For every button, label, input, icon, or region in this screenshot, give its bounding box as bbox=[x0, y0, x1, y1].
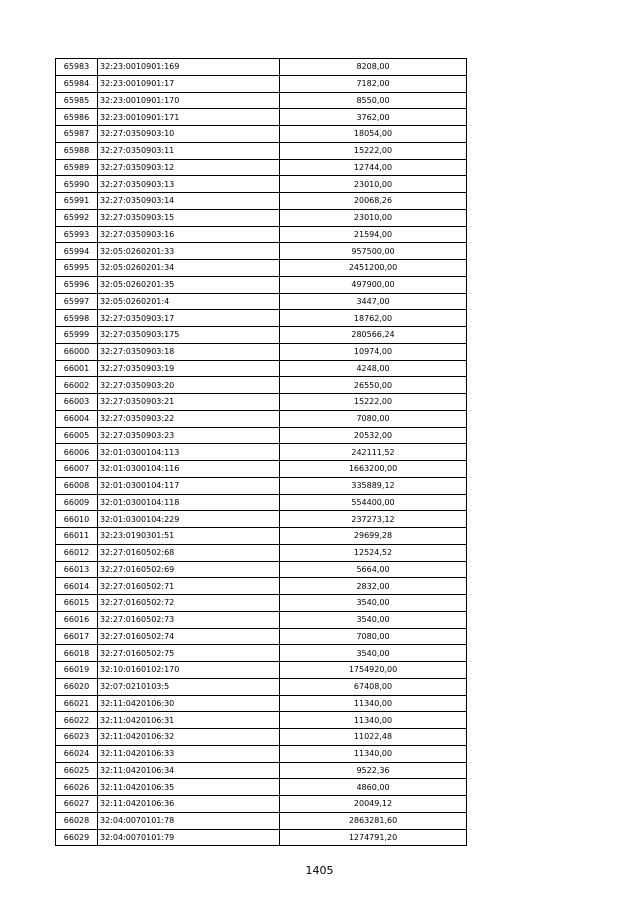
value-cell: 67408,00 bbox=[280, 678, 467, 695]
table-row bbox=[56, 394, 467, 411]
row-number-cell: 66022 bbox=[56, 712, 98, 729]
table-row bbox=[56, 662, 467, 679]
cadastral-number-cell: 32:01:0300104:116 bbox=[98, 461, 280, 478]
table-row bbox=[56, 578, 467, 595]
value-cell: 18054,00 bbox=[280, 126, 467, 143]
value-cell: 18762,00 bbox=[280, 310, 467, 327]
table-row bbox=[56, 678, 467, 695]
row-number-cell: 66014 bbox=[56, 578, 98, 595]
value-cell: 1754920,00 bbox=[280, 662, 467, 679]
value-cell: 280566,24 bbox=[280, 327, 467, 344]
table-row bbox=[56, 360, 467, 377]
row-number-cell: 65984 bbox=[56, 75, 98, 92]
table-row bbox=[56, 494, 467, 511]
table-row bbox=[56, 427, 467, 444]
row-number-cell: 66029 bbox=[56, 829, 98, 846]
table-row bbox=[56, 59, 467, 76]
table-row bbox=[56, 595, 467, 612]
row-number-cell: 65989 bbox=[56, 159, 98, 176]
row-number-cell: 66007 bbox=[56, 461, 98, 478]
table-row bbox=[56, 109, 467, 126]
table-row bbox=[56, 75, 467, 92]
cadastral-number-cell: 32:27:0350903:13 bbox=[98, 176, 280, 193]
row-number-cell: 65996 bbox=[56, 276, 98, 293]
cadastral-number-cell: 32:27:0350903:22 bbox=[98, 410, 280, 427]
cadastral-number-cell: 32:27:0350903:17 bbox=[98, 310, 280, 327]
value-cell: 2863281,60 bbox=[280, 812, 467, 829]
value-cell: 21594,00 bbox=[280, 226, 467, 243]
table-row bbox=[56, 142, 467, 159]
row-number-cell: 65997 bbox=[56, 293, 98, 310]
cadastral-number-cell: 32:05:0260201:33 bbox=[98, 243, 280, 260]
value-cell: 3762,00 bbox=[280, 109, 467, 126]
value-cell: 497900,00 bbox=[280, 276, 467, 293]
table-row bbox=[56, 126, 467, 143]
cadastral-number-cell: 32:01:0300104:229 bbox=[98, 511, 280, 528]
cadastral-number-cell: 32:27:0160502:68 bbox=[98, 544, 280, 561]
row-number-cell: 66012 bbox=[56, 544, 98, 561]
cadastral-number-cell: 32:27:0160502:71 bbox=[98, 578, 280, 595]
value-cell: 3540,00 bbox=[280, 611, 467, 628]
value-cell: 26550,00 bbox=[280, 377, 467, 394]
cadastral-number-cell: 32:27:0160502:72 bbox=[98, 595, 280, 612]
cadastral-number-cell: 32:11:0420106:30 bbox=[98, 695, 280, 712]
value-cell: 29699,28 bbox=[280, 528, 467, 545]
value-cell: 15222,00 bbox=[280, 142, 467, 159]
table-row bbox=[56, 812, 467, 829]
value-cell: 4860,00 bbox=[280, 779, 467, 796]
value-cell: 957500,00 bbox=[280, 243, 467, 260]
row-number-cell: 66026 bbox=[56, 779, 98, 796]
table-row bbox=[56, 729, 467, 746]
row-number-cell: 66021 bbox=[56, 695, 98, 712]
table-row bbox=[56, 327, 467, 344]
cadastral-number-cell: 32:11:0420106:33 bbox=[98, 745, 280, 762]
table-row bbox=[56, 159, 467, 176]
cadastral-number-cell: 32:27:0160502:69 bbox=[98, 561, 280, 578]
cadastral-number-cell: 32:05:0260201:34 bbox=[98, 260, 280, 277]
row-number-cell: 66008 bbox=[56, 477, 98, 494]
table-row bbox=[56, 712, 467, 729]
row-number-cell: 66003 bbox=[56, 394, 98, 411]
cadastral-number-cell: 32:27:0350903:15 bbox=[98, 209, 280, 226]
value-cell: 4248,00 bbox=[280, 360, 467, 377]
value-cell: 23010,00 bbox=[280, 176, 467, 193]
value-cell: 237273,12 bbox=[280, 511, 467, 528]
value-cell: 15222,00 bbox=[280, 394, 467, 411]
table-row bbox=[56, 796, 467, 813]
row-number-cell: 66009 bbox=[56, 494, 98, 511]
value-cell: 11340,00 bbox=[280, 745, 467, 762]
value-cell: 242111,52 bbox=[280, 444, 467, 461]
row-number-cell: 66020 bbox=[56, 678, 98, 695]
row-number-cell: 66018 bbox=[56, 645, 98, 662]
cadastral-number-cell: 32:27:0350903:18 bbox=[98, 343, 280, 360]
value-cell: 11022,48 bbox=[280, 729, 467, 746]
row-number-cell: 65983 bbox=[56, 59, 98, 76]
cadastral-number-cell: 32:27:0350903:20 bbox=[98, 377, 280, 394]
table-row bbox=[56, 243, 467, 260]
cadastral-number-cell: 32:01:0300104:113 bbox=[98, 444, 280, 461]
table-row bbox=[56, 377, 467, 394]
cadastral-number-cell: 32:27:0350903:175 bbox=[98, 327, 280, 344]
table-row bbox=[56, 410, 467, 427]
table-row bbox=[56, 343, 467, 360]
value-cell: 23010,00 bbox=[280, 209, 467, 226]
table-row bbox=[56, 695, 467, 712]
row-number-cell: 65990 bbox=[56, 176, 98, 193]
value-cell: 20532,00 bbox=[280, 427, 467, 444]
cadastral-number-cell: 32:27:0350903:11 bbox=[98, 142, 280, 159]
row-number-cell: 65988 bbox=[56, 142, 98, 159]
cadastral-number-cell: 32:01:0300104:118 bbox=[98, 494, 280, 511]
value-cell: 1274791,20 bbox=[280, 829, 467, 846]
table-row bbox=[56, 310, 467, 327]
row-number-cell: 66025 bbox=[56, 762, 98, 779]
table-row bbox=[56, 611, 467, 628]
cadastral-number-cell: 32:23:0010901:171 bbox=[98, 109, 280, 126]
row-number-cell: 65992 bbox=[56, 209, 98, 226]
table-row bbox=[56, 293, 467, 310]
value-cell: 11340,00 bbox=[280, 712, 467, 729]
row-number-cell: 65986 bbox=[56, 109, 98, 126]
row-number-cell: 66013 bbox=[56, 561, 98, 578]
table-row bbox=[56, 176, 467, 193]
cadastral-number-cell: 32:11:0420106:35 bbox=[98, 779, 280, 796]
value-cell: 20068,26 bbox=[280, 193, 467, 210]
row-number-cell: 66015 bbox=[56, 595, 98, 612]
value-cell: 1663200,00 bbox=[280, 461, 467, 478]
value-cell: 2832,00 bbox=[280, 578, 467, 595]
cadastral-number-cell: 32:01:0300104:117 bbox=[98, 477, 280, 494]
row-number-cell: 66017 bbox=[56, 628, 98, 645]
row-number-cell: 65999 bbox=[56, 327, 98, 344]
row-number-cell: 65998 bbox=[56, 310, 98, 327]
cadastral-number-cell: 32:11:0420106:31 bbox=[98, 712, 280, 729]
table-body bbox=[56, 59, 467, 846]
cadastral-number-cell: 32:27:0350903:12 bbox=[98, 159, 280, 176]
table-row bbox=[56, 511, 467, 528]
value-cell: 12744,00 bbox=[280, 159, 467, 176]
table-row bbox=[56, 461, 467, 478]
row-number-cell: 66023 bbox=[56, 729, 98, 746]
row-number-cell: 66001 bbox=[56, 360, 98, 377]
cadastral-number-cell: 32:05:0260201:35 bbox=[98, 276, 280, 293]
row-number-cell: 66011 bbox=[56, 528, 98, 545]
row-number-cell: 65987 bbox=[56, 126, 98, 143]
value-cell: 335889,12 bbox=[280, 477, 467, 494]
cadastral-number-cell: 32:27:0350903:16 bbox=[98, 226, 280, 243]
cadastral-number-cell: 32:27:0350903:19 bbox=[98, 360, 280, 377]
cadastral-number-cell: 32:11:0420106:32 bbox=[98, 729, 280, 746]
row-number-cell: 66024 bbox=[56, 745, 98, 762]
table-row bbox=[56, 544, 467, 561]
value-cell: 20049,12 bbox=[280, 796, 467, 813]
cadastral-number-cell: 32:10:0160102:170 bbox=[98, 662, 280, 679]
table-row bbox=[56, 260, 467, 277]
value-cell: 3447,00 bbox=[280, 293, 467, 310]
cadastral-number-cell: 32:23:0010901:17 bbox=[98, 75, 280, 92]
cadastral-number-cell: 32:27:0350903:10 bbox=[98, 126, 280, 143]
value-cell: 554400,00 bbox=[280, 494, 467, 511]
row-number-cell: 65995 bbox=[56, 260, 98, 277]
table-row bbox=[56, 745, 467, 762]
cadastral-number-cell: 32:11:0420106:34 bbox=[98, 762, 280, 779]
table-row bbox=[56, 193, 467, 210]
cadastral-number-cell: 32:07:0210103:5 bbox=[98, 678, 280, 695]
table-row bbox=[56, 444, 467, 461]
table-row bbox=[56, 561, 467, 578]
value-cell: 12524,52 bbox=[280, 544, 467, 561]
value-cell: 8208,00 bbox=[280, 59, 467, 76]
cadastral-number-cell: 32:04:0070101:78 bbox=[98, 812, 280, 829]
row-number-cell: 65994 bbox=[56, 243, 98, 260]
row-number-cell: 66004 bbox=[56, 410, 98, 427]
row-number-cell: 66028 bbox=[56, 812, 98, 829]
value-cell: 7182,00 bbox=[280, 75, 467, 92]
row-number-cell: 66005 bbox=[56, 427, 98, 444]
value-cell: 3540,00 bbox=[280, 645, 467, 662]
cadastral-number-cell: 32:23:0010901:169 bbox=[98, 59, 280, 76]
value-cell: 7080,00 bbox=[280, 410, 467, 427]
value-cell: 10974,00 bbox=[280, 343, 467, 360]
table-row bbox=[56, 762, 467, 779]
table-row bbox=[56, 645, 467, 662]
cadastral-value-table bbox=[55, 58, 467, 846]
value-cell: 8550,00 bbox=[280, 92, 467, 109]
table-row bbox=[56, 779, 467, 796]
cadastral-number-cell: 32:27:0350903:14 bbox=[98, 193, 280, 210]
table-row bbox=[56, 276, 467, 293]
page-number: 1405 bbox=[305, 864, 334, 877]
table-row bbox=[56, 477, 467, 494]
value-cell: 9522,36 bbox=[280, 762, 467, 779]
value-cell: 3540,00 bbox=[280, 595, 467, 612]
cadastral-number-cell: 32:27:0160502:75 bbox=[98, 645, 280, 662]
cadastral-number-cell: 32:27:0350903:23 bbox=[98, 427, 280, 444]
cadastral-number-cell: 32:11:0420106:36 bbox=[98, 796, 280, 813]
row-number-cell: 66006 bbox=[56, 444, 98, 461]
table-row bbox=[56, 829, 467, 846]
cadastral-number-cell: 32:04:0070101:79 bbox=[98, 829, 280, 846]
row-number-cell: 65991 bbox=[56, 193, 98, 210]
table-row bbox=[56, 92, 467, 109]
cadastral-number-cell: 32:05:0260201:4 bbox=[98, 293, 280, 310]
value-cell: 7080,00 bbox=[280, 628, 467, 645]
row-number-cell: 65993 bbox=[56, 226, 98, 243]
row-number-cell: 66010 bbox=[56, 511, 98, 528]
value-cell: 11340,00 bbox=[280, 695, 467, 712]
table-row bbox=[56, 528, 467, 545]
cadastral-number-cell: 32:27:0160502:73 bbox=[98, 611, 280, 628]
table-row bbox=[56, 628, 467, 645]
row-number-cell: 66002 bbox=[56, 377, 98, 394]
value-cell: 2451200,00 bbox=[280, 260, 467, 277]
table-row bbox=[56, 209, 467, 226]
row-number-cell: 66016 bbox=[56, 611, 98, 628]
row-number-cell: 65985 bbox=[56, 92, 98, 109]
row-number-cell: 66027 bbox=[56, 796, 98, 813]
cadastral-number-cell: 32:23:0010901:170 bbox=[98, 92, 280, 109]
cadastral-number-cell: 32:23:0190301:51 bbox=[98, 528, 280, 545]
row-number-cell: 66000 bbox=[56, 343, 98, 360]
row-number-cell: 66019 bbox=[56, 662, 98, 679]
value-cell: 5664,00 bbox=[280, 561, 467, 578]
table-row bbox=[56, 226, 467, 243]
cadastral-number-cell: 32:27:0350903:21 bbox=[98, 394, 280, 411]
cadastral-number-cell: 32:27:0160502:74 bbox=[98, 628, 280, 645]
